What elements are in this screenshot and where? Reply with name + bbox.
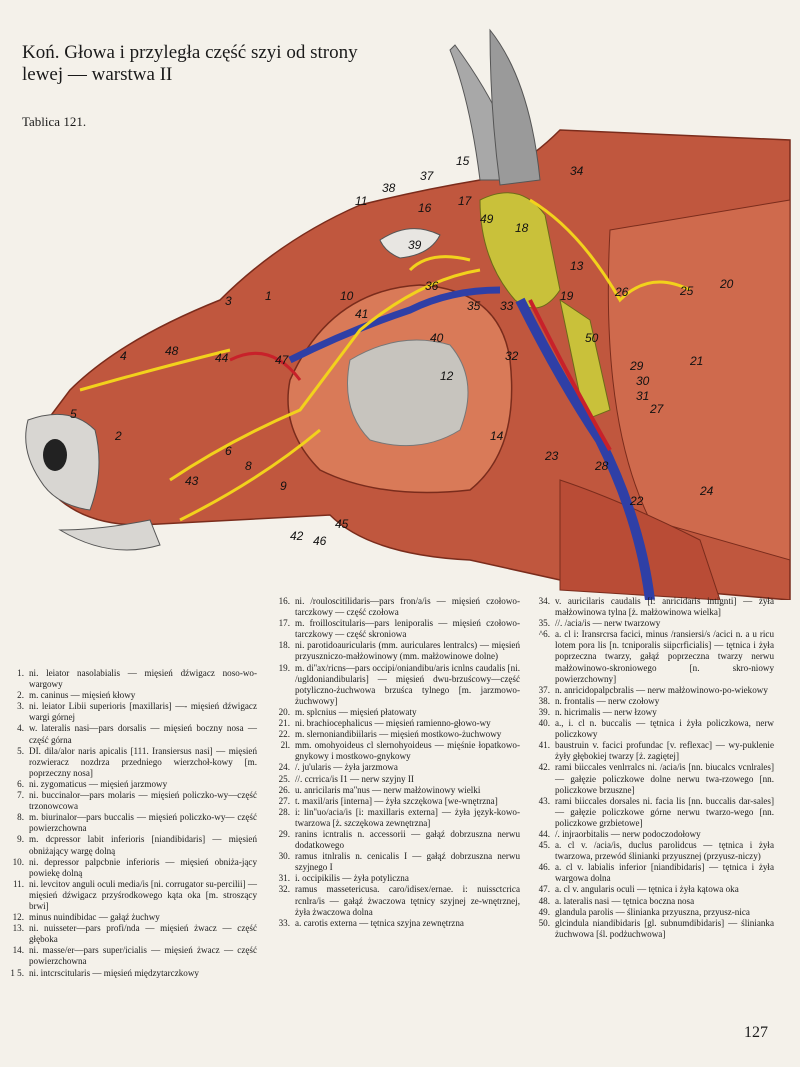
legend-entry	[268, 829, 520, 851]
legend-column-3	[528, 596, 774, 940]
svg-text:36: 36	[425, 279, 439, 293]
legend-entry-text: ni. nuisseter—pars profi/nda — mięsień żwacz — część głęboka	[29, 923, 257, 945]
legend-entry-text: n. frontalis — nerw czołowy	[555, 695, 660, 706]
svg-text:28: 28	[595, 459, 609, 473]
legend-entry-text: rami biiccales dorsales ni. facia lis [nn. buccalis dar-sales] — gałęzie policzkowe górne nerwu twarzo-wego [nn. policzkowe grzbietowe]	[555, 795, 774, 828]
svg-text:22: 22	[630, 494, 644, 508]
legend-entry-number: 7.	[17, 790, 24, 801]
legend-entry	[528, 696, 774, 707]
legend-entry-number: 26.	[278, 784, 290, 795]
legend-entry-number: 45.	[538, 840, 550, 851]
legend-entry-number: 50.	[538, 917, 550, 928]
legend-entry-text: ramus itnlralis n. cenicalis I — gałąź dobrzuszna nerwu szyjnego I	[295, 851, 520, 873]
legend-column-1	[2, 668, 257, 979]
svg-text:17: 17	[458, 194, 472, 208]
legend-entry	[528, 896, 774, 907]
legend-entry-text: t. maxil/aris [interna] — żyła szczękowa [we-wnętrzna]	[295, 795, 498, 806]
legend-entry-number: 35.	[538, 618, 550, 629]
svg-text:12: 12	[440, 369, 454, 383]
legend-entry-number: 16.	[278, 596, 290, 606]
svg-text:10: 10	[340, 289, 354, 303]
legend-entry-text: i. occipikilis — żyła potyliczna	[295, 873, 409, 884]
svg-text:30: 30	[636, 374, 650, 388]
svg-text:47: 47	[275, 353, 289, 367]
legend-entry-text: a. cl v. /acia/is, duclus parolidcus — tętnica i żyła twarzowa, przewód ślinianki przyusznej (przyusz-niczy)	[555, 840, 774, 862]
svg-text:21: 21	[690, 354, 704, 368]
legend-entry-number: 38.	[538, 695, 550, 706]
legend-entry-text: w. lateralis nasi—pars dorsalis — mięsień boczny nosa — część górna	[29, 723, 257, 745]
legend-entry	[2, 690, 257, 701]
legend-entry-text: a. lateralis nasi — tętnica boczna nosa	[555, 895, 695, 906]
legend-entry-number: 10.	[12, 856, 24, 867]
legend-entry-number: 48.	[538, 895, 550, 906]
plate-number: Tablica 121.	[22, 114, 87, 129]
svg-text:33: 33	[500, 299, 514, 313]
svg-text:18: 18	[515, 221, 529, 235]
svg-text:45: 45	[335, 517, 349, 531]
legend-entry-number: 34.	[538, 596, 550, 606]
legend-entry-number: 28.	[278, 806, 290, 817]
legend-entry-text: ni. levcitov anguli oculi media/is [ni. corrugator su-percilii] — mięsień dźwigacz przyśrodkowego kąta oka [m. stroszący brwi]	[29, 878, 257, 911]
legend-entry-text: n. hicrimalis — nerw łzowy	[555, 706, 657, 717]
legend-entry-text: ni. intcrscitularis — mięsień międzytarczkowy	[29, 967, 199, 978]
svg-text:19: 19	[560, 289, 574, 303]
legend-entry	[2, 723, 257, 745]
svg-text:9: 9	[280, 479, 287, 493]
svg-text:15: 15	[456, 154, 470, 168]
legend-entry	[2, 923, 257, 945]
legend-entry-text: glandula parolis — ślinianka przyuszna, przyusz-nica	[555, 906, 750, 917]
legend-entry-text: v. auricilaris caudalis [i: anricidaris intignti] — żyła małżowinowa tylna [ż. małżowinowa wielka]	[555, 596, 774, 618]
legend-entry-text: ranins icntralis n. accessorii — gałąź dobrzuszna nerwu dodatkowego	[295, 828, 520, 851]
legend-entry-text: /. injraorbitalis — nerw podoczodołowy	[555, 828, 701, 839]
legend-entry-number: 2.	[17, 690, 24, 701]
legend-entry-text: rami biiccales venlrralcs ni. /acia/is [nn. biucalcs vcnlrales] — gałęzie policzkowe dolne nerwu twa-rzowego [nn. policzkowe brzuszne]	[555, 762, 774, 795]
legend-entry-number: 49.	[538, 906, 550, 917]
nostril	[43, 439, 67, 471]
svg-text:48: 48	[165, 344, 179, 358]
legend-entry-text: m. slernoniandibiilaris — mięsień mostkowo-żuchwowy	[295, 729, 502, 740]
svg-text:24: 24	[700, 484, 714, 498]
legend-entry-text: glcindula niandibidaris [gl. subnumdibidaris] — ślinianka żuchwowa [śl. podżuchwowa]	[555, 917, 774, 939]
svg-text:42: 42	[290, 529, 304, 543]
legend-entry-text: //. ccrrica/is I1 — nerw szyjny II	[295, 773, 414, 784]
page-number: 127	[744, 1024, 768, 1041]
svg-text:16: 16	[418, 201, 432, 215]
legend-entry	[528, 740, 774, 762]
legend-entry	[268, 663, 520, 707]
legend-entry	[2, 746, 257, 779]
svg-text:39: 39	[408, 238, 422, 252]
legend-entry	[528, 829, 774, 840]
legend-entry-text: m. splcnius — mięsień płatowaty	[295, 706, 417, 717]
svg-text:23: 23	[545, 449, 559, 463]
legend-entry-text: a. cl v. angularis oculi — tętnica i żyła kątowa oka	[555, 884, 739, 895]
legend-entry	[528, 796, 774, 829]
legend-entry-text: /. ju'ularis — żyła jarzmowa	[295, 762, 398, 773]
legend-entry-number: 12.	[12, 912, 24, 923]
svg-text:25: 25	[680, 284, 694, 298]
legend-entry	[528, 596, 774, 618]
legend-entry	[528, 862, 774, 884]
legend-entry-text: baustruin v. facici profundac [v. reflexac] — wy-puklenie żyły głębokiej twarzy [ż. zagiętej]	[555, 740, 774, 762]
legend-entry	[268, 873, 520, 884]
legend-entry	[528, 884, 774, 895]
legend-entry-text: ni. depressor palpcbnie inferioris — mięsień obniża-jący powiekę dolną	[29, 856, 257, 878]
svg-text:31: 31	[636, 389, 650, 403]
legend-entry	[528, 629, 774, 684]
svg-text:38: 38	[382, 181, 396, 195]
svg-text:35: 35	[467, 299, 481, 313]
legend-entry-number: 18.	[278, 640, 290, 651]
title-line-1: Koń. Głowa i przyległa część szyi od strony	[22, 42, 358, 63]
legend-entry-number: 3.	[17, 701, 24, 712]
legend-entry	[2, 834, 257, 856]
legend-entry-text: m. di''ax/ricns—pars occipi/oniandibu/aris icnlns caudalis [ni. /ugldoniandibularis] — mięsień dwu-brzuścowy—część potyliczno-żuchwowa brzuśca tylnego [m. jarzmowo-żuchwowy]	[295, 662, 520, 706]
legend-entry	[268, 785, 520, 796]
svg-text:49: 49	[480, 212, 494, 226]
legend-entry-number: 29.	[278, 828, 290, 839]
legend-entry-text: ni. leiator Libii superioris [maxillaris] —- mięsień dźwigacz wargi górnej	[29, 701, 257, 723]
legend-entry	[268, 774, 520, 785]
svg-text:2: 2	[115, 429, 122, 443]
legend-entry	[268, 618, 520, 640]
legend-entry	[268, 807, 520, 829]
legend-entry	[268, 596, 520, 618]
legend-entry-number: 14.	[12, 945, 24, 956]
legend-entry-text: DI. dila/alor naris apicalis [111. Iransiersus nasi] — mięsień rozwieracz nozdrza przedniego wierzchoł-kowy [m. poprzeczny nosa]	[29, 745, 257, 778]
legend-entry-text: m. froilloscitularis—pars leniporalis — mięsień czołowo-tarczkowy — część skroniowa	[295, 618, 520, 640]
svg-text:44: 44	[215, 351, 229, 365]
masseter-deep	[348, 340, 469, 446]
legend-entry	[2, 879, 257, 912]
legend-entry	[268, 884, 520, 917]
legend-entry	[528, 707, 774, 718]
title-line-2: lewej — warstwa II	[22, 64, 173, 85]
legend-entry	[528, 918, 774, 940]
svg-text:3: 3	[225, 294, 232, 308]
svg-text:50: 50	[585, 331, 599, 345]
legend-entry	[268, 718, 520, 729]
svg-text:40: 40	[430, 331, 444, 345]
svg-text:4: 4	[120, 349, 127, 363]
legend-entry-number: 8.	[17, 812, 24, 823]
legend-entry-number: 13.	[12, 923, 24, 934]
legend-entry-number: 5.	[17, 745, 24, 756]
legend-entry-text: a. cl i: Iransrcrsa facici, minus /ransiersi/s /acici n. a u ricu lotem pora lis [n. tcniporalis siipcrficialis] — tętnica i żyła poprzeczna twarzy, gałąź poprzeczna twarzy nerwu małżowinowo-skroniowego [n. skro-niowy powierzchowny]	[555, 629, 774, 684]
svg-text:1: 1	[265, 289, 272, 303]
legend-entry	[268, 851, 520, 873]
legend-entry	[2, 779, 257, 790]
legend-entry-text: m. biurinalor—pars buccalis — mięsień policzko-wy— część powierzchowna	[29, 812, 257, 834]
legend-entry-number: 46.	[538, 862, 550, 873]
svg-text:32: 32	[505, 349, 519, 363]
legend-entry-text: u. anricilaris ma''nus — nerw małżowinowy wielki	[295, 784, 481, 795]
legend-entry	[268, 707, 520, 718]
legend-entry-number: 22.	[278, 729, 290, 740]
svg-text:46: 46	[313, 534, 327, 548]
legend-entry	[268, 729, 520, 740]
legend-entry-text: ni. buccinalor—pars molaris — mięsień policzko-wy—część trzonowcowa	[29, 790, 257, 812]
legend-entry-text: ni. /rouloscitilidaris—pars fron/a/is — mięsień czołowo-tarczkowy — część czołowa	[295, 596, 520, 618]
legend-entry-text: mm. omohyoideus cl slernohyoideus — mięśnie łopatkowo-gnykowy i mostkowo-gnykowy	[295, 740, 520, 762]
legend-entry-number: 33.	[278, 917, 290, 928]
svg-text:5: 5	[70, 407, 77, 421]
svg-text:13: 13	[570, 259, 584, 273]
legend-entry	[268, 918, 520, 929]
legend-entry-number: 6.	[17, 778, 24, 789]
legend-entry-number: ^6.	[538, 629, 550, 640]
svg-text:27: 27	[650, 402, 664, 416]
legend-entry	[2, 790, 257, 812]
legend-entry	[268, 740, 520, 762]
mouth	[60, 520, 160, 550]
legend-entry-number: 4.	[17, 723, 24, 734]
ear-right	[490, 30, 540, 185]
legend-entry-text: //. /acia/is — nerw twarzowy	[555, 618, 661, 629]
legend-entry	[2, 668, 257, 690]
svg-text:11: 11	[355, 194, 368, 208]
legend-entry-text: ni. leiator nasolabialis — mięsień dźwigacz noso-wo-wargowy	[29, 668, 257, 690]
legend-entry	[528, 762, 774, 795]
legend-entry-number: 44.	[538, 828, 550, 839]
svg-text:29: 29	[630, 359, 644, 373]
legend-entry	[528, 618, 774, 629]
legend-entry-number: 39.	[538, 706, 550, 717]
legend-entry	[2, 812, 257, 834]
legend-entry-number: 27.	[278, 795, 290, 806]
legend-entry	[268, 640, 520, 662]
legend-entry-text: ni. masse/er—pars super/icialis — mięsień żwacz — część powierzchowna	[29, 945, 257, 967]
svg-text:41: 41	[355, 307, 369, 321]
svg-text:43: 43	[185, 474, 199, 488]
legend-entry-number: 1.	[17, 668, 24, 678]
legend-entry-text: m. dcpressor labit inferioris [niandibidaris] — mięsień obniżający wargę dolną	[29, 834, 257, 856]
legend-entry-number: 21.	[278, 718, 290, 729]
legend-entry-number: 31.	[278, 873, 290, 884]
svg-text:26: 26	[615, 285, 629, 299]
svg-text:20: 20	[720, 277, 734, 291]
legend-entry	[268, 762, 520, 773]
legend-entry-number: 42.	[538, 762, 550, 773]
legend-entry	[2, 968, 257, 979]
legend-entry-text: ni. parotidoauricularis (mm. auriculares lentralcs) — mięsień przyuszniczo-małżowinowy (mm. małżowinowe dolne)	[295, 640, 520, 662]
legend-entry-text: a. carotis externa — tętnica szyjna zewnętrzna	[295, 917, 464, 928]
legend-entry	[2, 945, 257, 967]
svg-text:37: 37	[420, 169, 434, 183]
legend-entry-number: 43.	[538, 795, 550, 806]
legend-entry-text: minus nuindibidac — gałąź żuchwy	[29, 912, 160, 923]
legend-entry-number: 1 5.	[10, 967, 24, 978]
svg-text:8: 8	[245, 459, 252, 473]
legend-entry	[2, 701, 257, 723]
legend-entry-number: 47.	[538, 884, 550, 895]
legend-column-2	[268, 596, 520, 929]
legend-entry-number: 17.	[278, 618, 290, 629]
legend-entry-number: 41.	[538, 740, 550, 751]
legend-entry-text: ni. brachiocephalicus — mięsień ramienno-głowo-wy	[295, 718, 491, 729]
legend-entry-text: n. anricidopalpcbralis — nerw małżowinowo-po-wiekowy	[555, 684, 768, 695]
legend-entry	[528, 840, 774, 862]
legend-entry-number: 30.	[278, 851, 290, 862]
legend-entry-number: 19.	[278, 662, 290, 673]
legend-entry-number: 9.	[17, 834, 24, 845]
legend-entry-text: a. cl v. labialis inferior [niandibidaris] — tętnica i żyła wargowa dolna	[555, 862, 774, 884]
legend-entry-number: 32.	[278, 884, 290, 895]
svg-text:34: 34	[570, 164, 584, 178]
legend-entry-number: 11.	[12, 878, 24, 889]
legend-entry-number: 20.	[278, 706, 290, 717]
legend-entry-text: ramus massetericusa. caro/idisex/ernae. i: nuissctcrica rcnlra/is — gałąź żwaczowa tętnicy szyjnej ze-wnętrznej, żyła żwaczowa dolna	[295, 884, 520, 917]
svg-text:6: 6	[225, 444, 232, 458]
legend-entry-text: m. caninus — mięsień kłowy	[29, 690, 136, 701]
legend-entry	[528, 907, 774, 918]
legend-entry-number: 25.	[278, 773, 290, 784]
legend-entry-text: ni. zygomaticus — mięsień jarzmowy	[29, 778, 168, 789]
legend-entry-number: 24.	[278, 762, 290, 773]
legend-entry	[2, 912, 257, 923]
legend-entry-text: a., i. cl n. buccalis — tętnica i żyła policzkowa, nerw policzkowy	[555, 718, 774, 740]
legend-entry-number: 37.	[538, 684, 550, 695]
legend-entry	[268, 796, 520, 807]
legend-entry-number: 40.	[538, 718, 550, 729]
legend-entry-number: 2l.	[280, 740, 290, 751]
legend-entry	[2, 857, 257, 879]
legend-entry	[528, 718, 774, 740]
legend-entry-text: i: lin''uo/acia/is [i: maxillaris externa] — żyła język-kowo-twarzowa [ż. szczękowa zewnętrzna]	[295, 806, 520, 828]
svg-text:14: 14	[490, 429, 504, 443]
legend-entry	[528, 685, 774, 696]
